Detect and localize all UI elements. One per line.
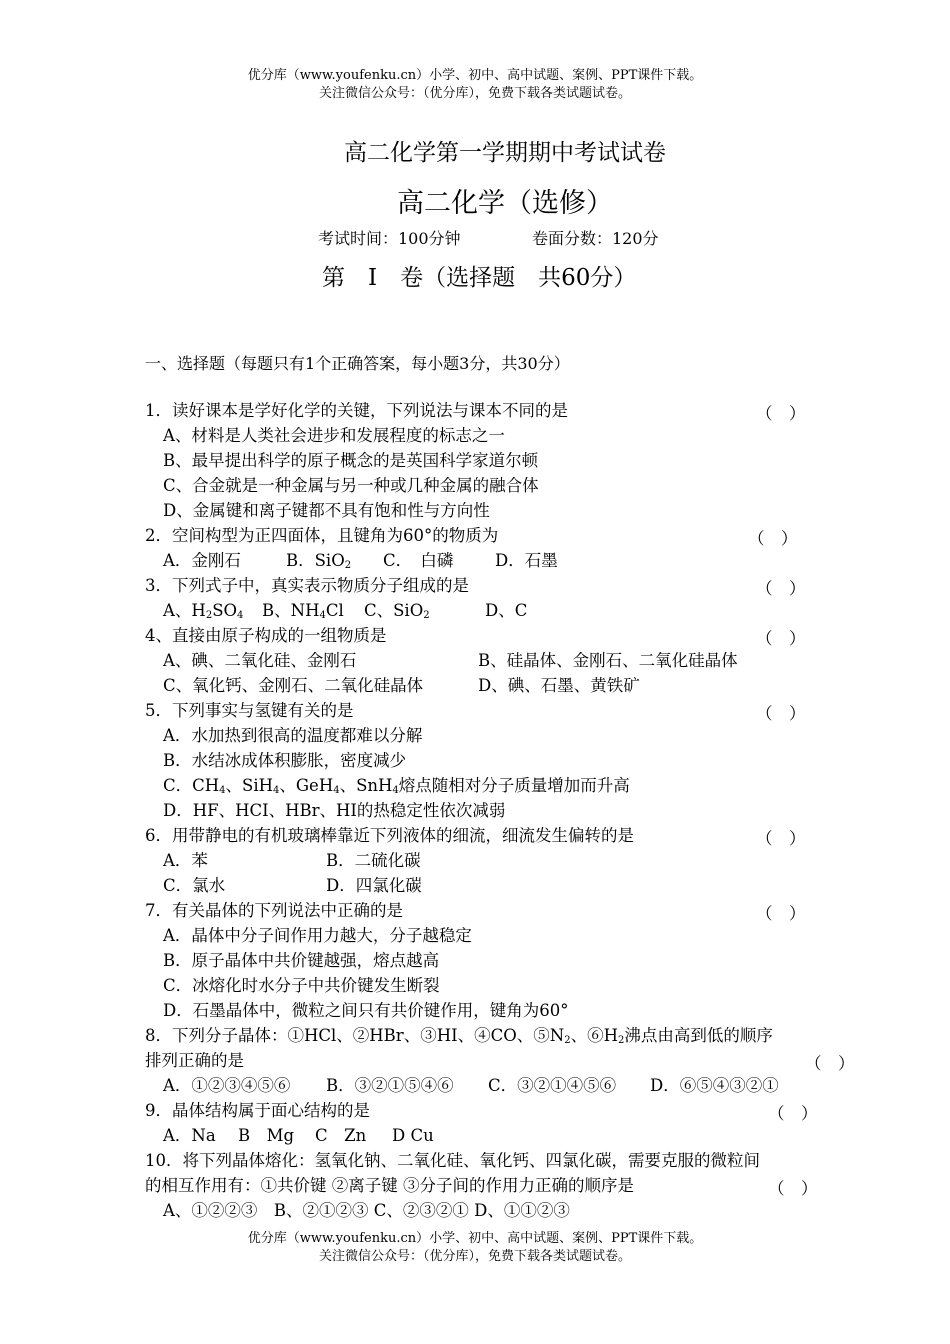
q4-option-a: A、碘、二氧化硅、金刚石 <box>163 651 357 670</box>
answer-blank-3: （ ） <box>756 579 806 598</box>
answer-blank-5: （ ） <box>756 704 806 723</box>
q7-option-a: A．晶体中分子间作用力越大，分子越稳定 <box>163 926 472 945</box>
question-5-stem: 5．下列事实与氢键有关的是 <box>145 701 354 720</box>
q5-option-c: C．$CH_4$、SiH$_4$、GeH$_4$、SnH$_4$熔点随相对分子质量增加而升高 <box>163 776 630 796</box>
q2-option-b: B．SiO$_2$ <box>286 551 352 571</box>
q4-option-d: D、碘、石墨、黄铁矿 <box>478 676 640 695</box>
q9-option-c: C Zn <box>315 1126 367 1145</box>
question-1-stem: 1．读好课本是学好化学的关键，下列说法与课本不同的是 <box>145 401 568 420</box>
question-8-stem-line-2: 排列正确的是 <box>145 1051 244 1070</box>
q5-option-a: A．水加热到很高的温度都难以分解 <box>163 726 423 745</box>
q6-option-b: B．二硫化碳 <box>326 851 421 870</box>
q2-option-d: D．石墨 <box>495 551 558 570</box>
q3-option-b: B、$NH_4Cl$ <box>262 601 344 621</box>
q8-option-a: A．①②③④⑤⑥ <box>163 1076 291 1095</box>
q8-option-c: C．③②①④⑤⑥ <box>488 1076 617 1095</box>
q5-option-b: B．水结冰成体积膨胀，密度减少 <box>163 751 407 770</box>
question-3-stem: 3．下列式子中，真实表示物质分子组成的是 <box>145 576 469 595</box>
answer-blank-2: （ ） <box>748 529 798 548</box>
exam-subtitle: 高二化学（选修） <box>397 188 613 219</box>
q7-option-b: B．原子晶体中共价键越强，熔点越高 <box>163 951 440 970</box>
answer-blank-1: （ ） <box>756 404 806 423</box>
q8-option-b: B．③②①⑤④⑥ <box>326 1076 454 1095</box>
part-heading: 第 I 卷（选择题 共60分） <box>322 265 637 291</box>
q3-option-d: D、C <box>485 601 528 620</box>
answer-blank-8: （ ） <box>805 1054 855 1073</box>
answer-blank-9: （ ） <box>768 1104 818 1123</box>
q3-option-a: A、$H_2SO_4$ <box>163 601 244 621</box>
answer-blank-4: （ ） <box>756 629 806 648</box>
q1-option-b: B、最早提出科学的原子概念的是英国科学家道尔顿 <box>163 451 539 470</box>
q3-option-c: C、SiO$_2$ <box>364 601 430 621</box>
q7-option-d: D．石墨晶体中，微粒之间只有共价键作用，键角为60° <box>163 1001 569 1020</box>
q9-option-a: A．Na <box>163 1126 216 1145</box>
q9-option-d: D Cu <box>392 1126 434 1145</box>
exam-time: 考试时间：100分钟 <box>318 229 461 248</box>
question-10-stem-line-2: 的相互作用有：①共价键 ②离子键 ③分子间的作用力正确的顺序是 <box>145 1176 634 1195</box>
q8-option-d: D．⑥⑤④③②① <box>650 1076 779 1095</box>
q1-option-c: C、合金就是一种金属与另一种或几种金属的融合体 <box>163 476 539 495</box>
header-line-1: 优分库（www.youfenku.cn）小学、初中、高中试题、案例、PPT课件下载。 <box>247 68 703 83</box>
question-6-stem: 6．用带静电的有机玻璃棒靠近下列液体的细流，细流发生偏转的是 <box>145 826 634 845</box>
question-4-stem: 4、直接由原子构成的一组物质是 <box>145 626 387 645</box>
section-heading: 一、选择题（每题只有1个正确答案，每小题3分，共30分） <box>145 354 570 373</box>
footer-line-1: 优分库（www.youfenku.cn）小学、初中、高中试题、案例、PPT课件下载。 <box>247 1231 703 1246</box>
answer-blank-10: （ ） <box>768 1179 818 1198</box>
q4-option-c: C、氧化钙、金刚石、二氧化硅晶体 <box>163 676 424 695</box>
q9-option-b: B Mg <box>238 1126 295 1145</box>
question-2-stem: 2．空间构型为正四面体，且键角为60°的物质为 <box>145 526 499 545</box>
q5-option-d: D．HF、HCI、HBr、HI的热稳定性依次减弱 <box>163 801 506 820</box>
question-8-stem: 8．下列分子晶体：①HCl、②HBr、③HI、④CO、$⑤N_2$、$⑥H_2$沸点由高到低的顺序 <box>145 1026 773 1046</box>
question-10-stem: 10．将下列晶体熔化：氢氧化钠、二氧化硅、氧化钙、四氯化碳，需要克服的微粒间 <box>145 1151 760 1170</box>
q6-option-c: C．氯水 <box>163 876 226 895</box>
q7-option-c: C．冰熔化时水分子中共价键发生断裂 <box>163 976 440 995</box>
q4-option-b: B、硅晶体、金刚石、二氧化硅晶体 <box>478 651 738 670</box>
exam-title: 高二化学第一学期期中考试试卷 <box>344 140 666 166</box>
question-9-stem: 9．晶体结构属于面心结构的是 <box>145 1101 370 1120</box>
question-7-stem: 7．有关晶体的下列说法中正确的是 <box>145 901 403 920</box>
footer-line-2: 关注微信公众号：（优分库），免费下载各类试题试卷。 <box>318 1249 631 1264</box>
q2-option-c: C． 白磷 <box>383 551 454 570</box>
q1-option-a: A、材料是人类社会进步和发展程度的标志之一 <box>163 426 505 445</box>
q2-option-a: A．金刚石 <box>163 551 241 570</box>
answer-blank-7: （ ） <box>756 904 806 923</box>
answer-blank-6: （ ） <box>756 829 806 848</box>
exam-score: 卷面分数：120分 <box>532 229 659 248</box>
q10-options: A、①②②③ B、②①②③ C、②③②① D、①①②③ <box>163 1201 570 1220</box>
header-line-2: 关注微信公众号：（优分库），免费下载各类试题试卷。 <box>318 86 631 101</box>
q6-option-d: D．四氯化碳 <box>326 876 422 895</box>
q1-option-d: D、金属键和离子键都不具有饱和性与方向性 <box>163 501 490 520</box>
q6-option-a: A．苯 <box>163 851 208 870</box>
